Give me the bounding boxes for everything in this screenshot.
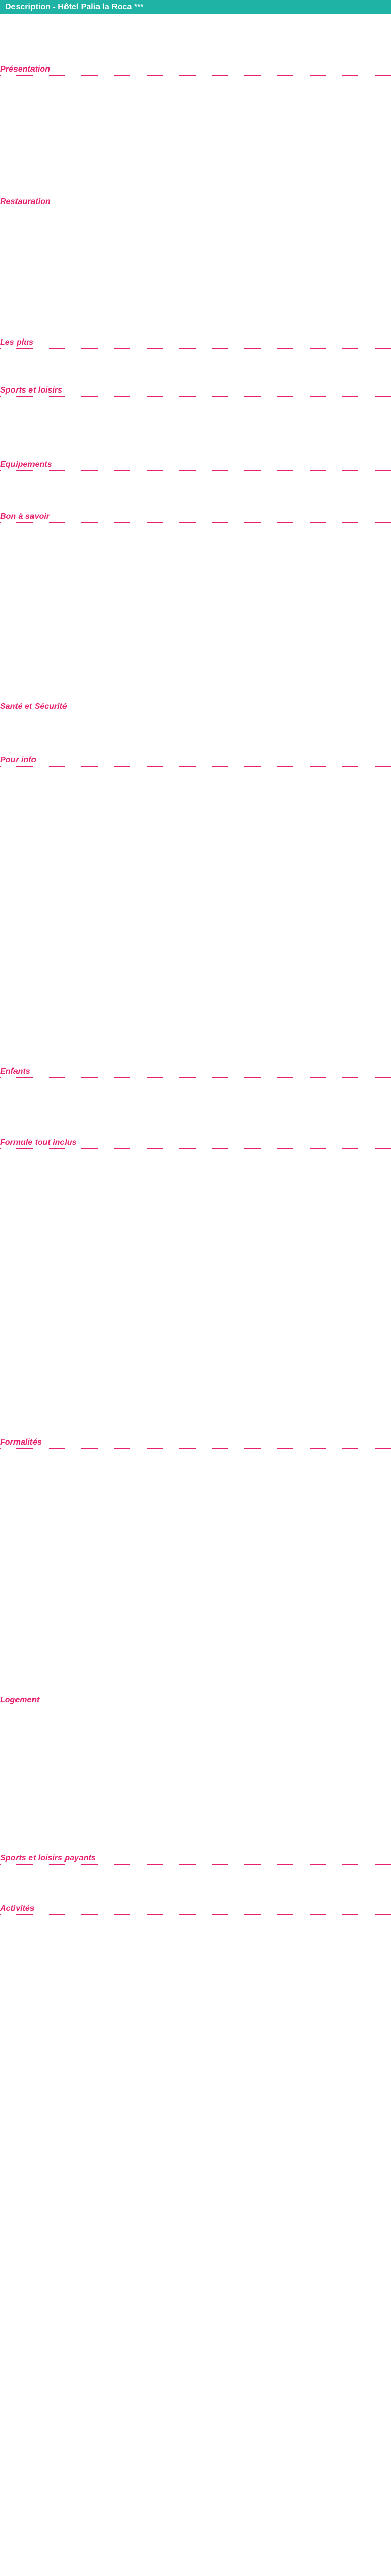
section-divider [0,1148,391,1149]
section-heading-sante-securite: Santé et Sécurité [0,702,67,711]
section-divider [0,522,391,523]
section-heading-equipements: Equipements [0,460,52,469]
section-heading-sports-loisirs-payants: Sports et loisirs payants [0,1854,96,1862]
section-heading-sports-loisirs: Sports et loisirs [0,386,62,395]
section-divider [0,470,391,471]
section-divider [0,1914,391,1915]
section-divider [0,396,391,397]
section-divider [0,348,391,349]
section-divider [0,75,391,76]
section-heading-bon-a-savoir: Bon à savoir [0,512,50,521]
section-divider [0,1864,391,1865]
section-heading-formalites: Formalités [0,1438,42,1447]
section-heading-pour-info: Pour info [0,756,37,765]
section-divider [0,1077,391,1078]
section-heading-formule-tout-inclus: Formule tout inclus [0,1138,77,1147]
section-heading-restauration: Restauration [0,197,51,206]
section-heading-presentation: Présentation [0,65,50,74]
page-title-banner: Description - Hôtel Palia la Roca *** [0,0,391,14]
section-heading-enfants: Enfants [0,1067,30,1076]
section-divider [0,766,391,767]
section-heading-logement: Logement [0,1696,40,1704]
section-divider [0,1448,391,1449]
section-heading-activites: Activités [0,1904,35,1913]
section-heading-les-plus: Les plus [0,338,34,347]
